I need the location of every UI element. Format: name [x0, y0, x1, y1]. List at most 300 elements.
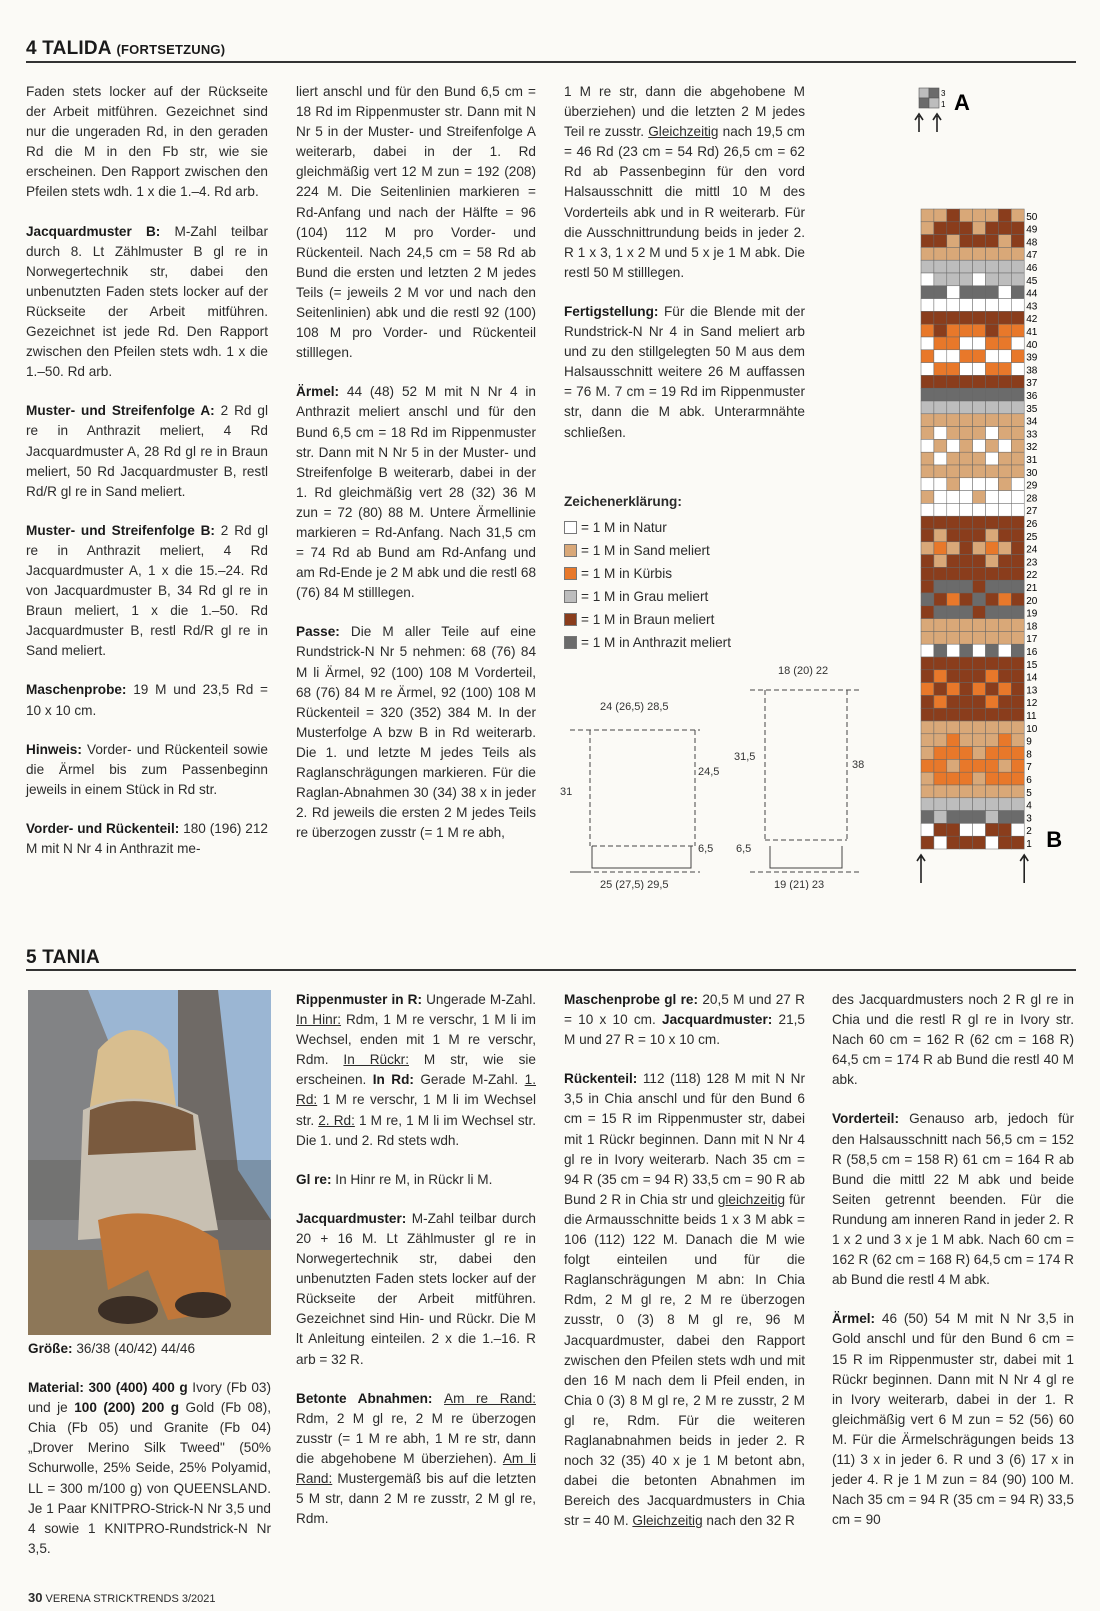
paragraph-label: Gl re: [296, 1171, 332, 1187]
chart-b-cell [986, 593, 999, 606]
chart-b-row-number: 12 [1026, 698, 1038, 710]
chart-b-cell [986, 631, 999, 644]
chart-b-cell [973, 606, 986, 619]
chart-b-cell [998, 555, 1011, 568]
chart-b-cell [934, 657, 947, 670]
chart-b-cell [986, 388, 999, 401]
paragraph-text: 46 (50) 54 M mit N Nr 3,5 in Gold anschl und für den Bund 6 cm = 15 R im Rippenmuster str, dabei mit 1 Rückr beginnen. Dann mit N Nr 4 gl re in Ivory weiterarb, dabei in der 1. R gleichmäßig vert 6 M zun = 52 (56) 60 M. Für die Ärmelschrägungen beids 13 (11) 3 x in jeder 6. R und 3 (6) 17 x in jeder 4. R je 1 M zun = 84 (90) 100 M. Nach 35 cm = 94 R (35 cm = 94 R) 33,5 cm = 90 [832, 1311, 1074, 1528]
chart-b-cell [960, 580, 973, 593]
chart-b-row-number: 4 [1026, 800, 1032, 812]
chart-b-cell [1011, 350, 1024, 363]
chart-b-cell [921, 759, 934, 772]
paragraph-text: 36/38 (40/42) 44/46 [72, 1341, 195, 1356]
chart-b-row-number: 33 [1026, 429, 1038, 441]
chart-b-cell [973, 337, 986, 350]
chart-b-cell [921, 516, 934, 529]
chart-b-cell [973, 670, 986, 683]
chart-b-cell [998, 247, 1011, 260]
body-bottom-width: 25 (27,5) 29,5 [600, 879, 669, 890]
section-4-rule [26, 61, 1076, 63]
paragraph [296, 1170, 536, 1190]
chart-b-cell [960, 209, 973, 222]
chart-b-cell [921, 247, 934, 260]
chart-b-cell [960, 299, 973, 312]
chart-b-cell [960, 734, 973, 747]
chart-b-cell [947, 734, 960, 747]
chart-b-cell [960, 606, 973, 619]
chart-b-cell [947, 785, 960, 798]
chart-b-cell [921, 644, 934, 657]
chart-b-cell [998, 375, 1011, 388]
chart-b-cell [934, 580, 947, 593]
chart-b-cell [921, 721, 934, 734]
paragraph-text: In Hinr re M, in Rückr li M. [331, 1171, 493, 1187]
chart-b-cell [1011, 785, 1024, 798]
chart-b-row-number: 26 [1026, 519, 1038, 530]
chart-b-cell [921, 235, 934, 248]
chart-b-cell [960, 542, 973, 555]
chart-b-cell [921, 683, 934, 696]
paragraph-label: Fertigstellung: [564, 303, 659, 319]
chart-b-cell [998, 657, 1011, 670]
chart-b-cell [960, 260, 973, 273]
chart-b-cell [921, 798, 934, 811]
chart-b-cell [960, 375, 973, 388]
chart-b-cell [934, 670, 947, 683]
section-5-column-4 [832, 990, 1074, 1549]
section-4-column-2 [296, 82, 536, 862]
chart-b-cell [973, 772, 986, 785]
chart-b-cell [934, 478, 947, 491]
chart-b-cell [998, 299, 1011, 312]
chart-b-cell [998, 363, 1011, 376]
chart-b-row-number: 21 [1026, 583, 1038, 594]
chart-b-cell [947, 465, 960, 478]
chart-b [915, 205, 1075, 905]
chart-b-cell [947, 222, 960, 235]
chart-b-cell [934, 772, 947, 785]
chart-b-row-number: 5 [1026, 787, 1032, 799]
chart-b-cell [921, 836, 934, 849]
paragraph [296, 1209, 536, 1370]
underlined-term: Am re Rand: [444, 1390, 536, 1406]
chart-b-cell [947, 529, 960, 542]
paragraph [296, 82, 536, 363]
chart-b-cell [986, 683, 999, 696]
paragraph-text: M str, wie sie erscheinen. [296, 1052, 536, 1088]
chart-b-cell [960, 235, 973, 248]
chart-b-cell [934, 619, 947, 632]
chart-b-cell [998, 260, 1011, 273]
chart-b-cell [973, 823, 986, 836]
chart-b-cell [960, 823, 973, 836]
paragraph-text: Faden stets locker auf der Rückseite der Arbeit mitführen. Gezeichnet sind nur die ungeraden Rd, in den geraden Rd die M in den Fb str, wie sie erscheinen. Den Rapport zwischen den Pfeilen stets wdh. 1 x die 1.–4. Rd arb. [26, 84, 268, 200]
chart-b-cell [973, 388, 986, 401]
chart-b-cell [973, 222, 986, 235]
chart-b-cell [1011, 721, 1024, 734]
chart-b-cell [1011, 708, 1024, 721]
chart-b-cell [934, 683, 947, 696]
chart-b-cell [960, 644, 973, 657]
chart-b-cell [934, 286, 947, 299]
chart-b-cell [921, 542, 934, 555]
paragraph [26, 521, 268, 662]
chart-b-cell [921, 414, 934, 427]
chart-b-cell [998, 759, 1011, 772]
chart-b-cell [998, 491, 1011, 504]
chart-b-cell [1011, 593, 1024, 606]
body-total-height: 31 [560, 786, 573, 798]
chart-b-cell [934, 363, 947, 376]
chart-b-cell [960, 516, 973, 529]
chart-b-cell [1011, 478, 1024, 491]
paragraph-text: M-Zahl teilbar durch 8. Lt Zählmuster B gl re in Norwegertechnik str, dabei den unbenutzten Faden stets locker auf der Rückseite der Arbeit mitführen. Gezeichnet ist jede Rd. Den Rapport zwischen den Pfeilen stets wdh. 1 x die 1.–50. Rd arb. [26, 223, 269, 380]
chart-b-cell [921, 631, 934, 644]
legend-label: = 1 M in Sand meliert [581, 542, 710, 558]
chart-a-label: A [954, 90, 970, 115]
chart-b-cell [960, 695, 973, 708]
chart-b-cell [934, 414, 947, 427]
chart-b-cell [998, 324, 1011, 337]
chart-b-cell [1011, 324, 1024, 337]
chart-b-cell [973, 439, 986, 452]
chart-b-cell [986, 260, 999, 273]
chart-b-cell [1011, 529, 1024, 542]
chart-b-cell [1011, 606, 1024, 619]
chart-b-cell [1011, 695, 1024, 708]
chart-b-cell [1011, 337, 1024, 350]
chart-b-cell [934, 747, 947, 760]
chart-b-cell [998, 414, 1011, 427]
chart-b-cell [947, 273, 960, 286]
chart-b-cell [947, 363, 960, 376]
paragraph [28, 1339, 271, 1359]
chart-b-cell [986, 529, 999, 542]
chart-b-cell [973, 247, 986, 260]
chart-b-cell [986, 478, 999, 491]
chart-b-cell [921, 772, 934, 785]
sleeve-total-height: 38 [852, 759, 865, 771]
chart-b-cell [1011, 503, 1024, 516]
chart-b-cell [921, 747, 934, 760]
chart-b-cell [973, 363, 986, 376]
chart-b-cell [947, 759, 960, 772]
chart-b-cell [973, 311, 986, 324]
chart-b-cell [998, 580, 1011, 593]
chart-b-cell [1011, 273, 1024, 286]
chart-b-cell [1011, 388, 1024, 401]
chart-b-cell [921, 452, 934, 465]
chart-b-cell [934, 798, 947, 811]
chart-b-row-number: 22 [1026, 570, 1038, 582]
chart-b-cell [947, 811, 960, 824]
chart-b-cell [934, 209, 947, 222]
chart-b-cell [1011, 759, 1024, 772]
chart-b-row-number: 39 [1026, 352, 1038, 364]
chart-b-cell [1011, 734, 1024, 747]
chart-b-row-number: 45 [1026, 275, 1038, 287]
chart-b-cell [934, 567, 947, 580]
chart-b-cell [973, 209, 986, 222]
legend-swatch [564, 613, 577, 626]
magazine-name: VERENA STRICKTRENDS 3/2021 [45, 1593, 216, 1605]
chart-b-cell [986, 644, 999, 657]
section-5-rule [26, 969, 1076, 971]
chart-a-row-3: 3 [941, 89, 946, 98]
chart-b-cell [960, 567, 973, 580]
chart-b-cell [960, 414, 973, 427]
chart-b-cell [934, 222, 947, 235]
chart-b-label: B [1046, 827, 1063, 852]
chart-b-cell [947, 337, 960, 350]
chart-b-row-number: 23 [1026, 557, 1038, 569]
chart-b-cell [934, 337, 947, 350]
chart-b-cell [921, 606, 934, 619]
paragraph-label: Jacquardmuster B: [26, 223, 161, 239]
chart-b-cell [960, 222, 973, 235]
paragraph [564, 82, 805, 283]
body-top-width: 24 (26,5) 28,5 [600, 701, 669, 713]
paragraph-text: Mustergemäß bis auf die letzten 5 M str, dann 2 M re zusstr, 2 M gl re, Rdm. [296, 1470, 536, 1527]
chart-b-cell [986, 235, 999, 248]
chart-b-row-number: 3 [1026, 813, 1032, 825]
chart-b-cell [973, 580, 986, 593]
chart-b-cell [1011, 798, 1024, 811]
chart-b-cell [998, 516, 1011, 529]
chart-b-cell [998, 286, 1011, 299]
chart-b-cell [921, 375, 934, 388]
chart-b-cell [973, 798, 986, 811]
paragraph-text: 20,5 M und 27 R = 10 x 10 cm. [564, 992, 805, 1028]
chart-b-cell [986, 452, 999, 465]
chart-b-cell [973, 286, 986, 299]
chart-b-cell [934, 439, 947, 452]
chart-b-cell [986, 209, 999, 222]
chart-b-cell [921, 670, 934, 683]
chart-b-cell [986, 401, 999, 414]
chart-b-cell [986, 542, 999, 555]
chart-b-cell [960, 452, 973, 465]
chart-b-row-number: 41 [1026, 327, 1038, 338]
legend-item [564, 539, 805, 562]
paragraph [26, 401, 268, 501]
chart-b-cell [986, 363, 999, 376]
chart-b-cell [921, 427, 934, 440]
chart-b-cell [921, 593, 934, 606]
paragraph-text: Rdm, 2 M gl re, 2 M re überzogen zusstr (= 1 M re abh, 1 M re str, dann die abgehobene M überziehen). [296, 1410, 536, 1466]
chart-b-cell [960, 836, 973, 849]
legend-item [564, 585, 805, 608]
chart-b-cell [934, 299, 947, 312]
chart-b-cell [960, 311, 973, 324]
chart-b-cell [947, 350, 960, 363]
chart-b-row-number: 38 [1026, 365, 1038, 377]
chart-b-cell [934, 836, 947, 849]
chart-b-cell [973, 836, 986, 849]
chart-b-cell [934, 503, 947, 516]
chart-b-cell [921, 657, 934, 670]
chart-b-cell [921, 811, 934, 824]
chart-b-cell [973, 747, 986, 760]
chart-b-cell [934, 516, 947, 529]
chart-b-cell [921, 286, 934, 299]
chart-b-cell [960, 747, 973, 760]
chart-b-cell [1011, 644, 1024, 657]
chart-b-cell [947, 670, 960, 683]
chart-b-cell [998, 695, 1011, 708]
chart-b-cell [1011, 439, 1024, 452]
chart-b-cell [998, 350, 1011, 363]
chart-b-row-number: 1 [1026, 839, 1032, 850]
chart-b-cell [960, 388, 973, 401]
chart-b-cell [998, 708, 1011, 721]
chart-b-cell [1011, 657, 1024, 670]
chart-b-cell [1011, 567, 1024, 580]
paragraph [564, 990, 805, 1050]
chart-b-row-number: 43 [1026, 301, 1038, 313]
chart-b-cell [986, 247, 999, 260]
chart-b-cell [986, 324, 999, 337]
chart-b-cell [973, 516, 986, 529]
chart-b-cell [947, 299, 960, 312]
chart-b-cell [986, 414, 999, 427]
underlined-term: In Rückr: [343, 1052, 409, 1068]
chart-b-cell [1011, 427, 1024, 440]
body-rib-height: 6,5 [698, 843, 714, 855]
chart-b-cell [921, 209, 934, 222]
legend-label: = 1 M in Grau meliert [581, 588, 709, 604]
chart-b-cell [986, 311, 999, 324]
paragraph-label: Hinweis: [26, 741, 82, 757]
chart-b-cell [986, 491, 999, 504]
paragraph-text: Die M aller Teile auf eine Rundstrick-N Nr 5 nehmen: 68 (76) 84 M li Ärmel, 92 (100) 108 M Vorderteil, 68 (76) 84 M re Ärmel, 92 (100) 108 M Rückenteil = 320 (352) 384 M. In der Musterfolge A bzw B in Rd weiterarb. Die 1. und letzte M jedes Teils als Raglanschrägungen markieren. Für die Raglan-Abnahmen 30 (34) 38 x in jeder 2. Rd jeweils die ersten 2 M jedes Teils re überzogen zusstr (= 1 M re abh, [296, 624, 536, 841]
chart-b-cell [986, 439, 999, 452]
chart-b-cell [973, 683, 986, 696]
paragraph-text: des Jacquardmusters noch 2 R gl re in Chia und die restl R gl re in Ivory str. Nach 60 cm = 162 R (62 cm = 168 R) 64,5 cm = 174 R ab Bund die restl 40 M abk. [832, 992, 1074, 1088]
chart-b-cell [973, 734, 986, 747]
chart-b-cell [947, 439, 960, 452]
chart-b-cell [1011, 222, 1024, 235]
chart-b-cell [986, 350, 999, 363]
legend-swatch [564, 567, 577, 580]
chart-b-cell [934, 273, 947, 286]
chart-b-cell [998, 439, 1011, 452]
chart-b-cell [934, 631, 947, 644]
chart-b-cell [921, 401, 934, 414]
chart-b-row-number: 7 [1026, 762, 1032, 774]
paragraph-label: Jacquardmuster: [662, 1012, 773, 1028]
chart-b-cell [960, 350, 973, 363]
section-4-column-1 [26, 82, 268, 878]
chart-b-cell [973, 260, 986, 273]
paragraph [564, 1069, 805, 1531]
chart-b-cell [1011, 209, 1024, 222]
chart-b-cell [947, 516, 960, 529]
chart-b-cell [986, 785, 999, 798]
chart-b-cell [947, 683, 960, 696]
chart-b-cell [921, 465, 934, 478]
chart-b-cell [998, 235, 1011, 248]
chart-b-cell [973, 273, 986, 286]
page-number: 30 [28, 1590, 43, 1605]
chart-b-cell [998, 222, 1011, 235]
chart-b-row-number: 30 [1026, 467, 1038, 479]
chart-b-cell [934, 350, 947, 363]
chart-b-cell [1011, 375, 1024, 388]
chart-b-cell [947, 247, 960, 260]
paragraph-label: Rippenmuster in R: [296, 992, 423, 1007]
chart-b-cell [986, 695, 999, 708]
chart-b-cell [1011, 811, 1024, 824]
paragraph-text: Gerade M-Zahl. [413, 1072, 525, 1088]
paragraph-text: 2 Rd gl re in Anthrazit meliert, 4 Rd Jacquardmuster A, 1 x die 15.–24. Rd von Jacquardmuster B, 34 Rd gl re in Braun meliert, 1 x die 1.–50. Rd Jacquardmuster B, restl Rd/R gl re in Sand meliert. [26, 522, 268, 659]
chart-b-cell [998, 311, 1011, 324]
chart-b-cell [921, 555, 934, 568]
chart-b-cell [986, 516, 999, 529]
chart-b-row-number: 9 [1026, 736, 1032, 748]
chart-b-cell [921, 708, 934, 721]
chart-b-cell [986, 555, 999, 568]
legend-label: = 1 M in Braun meliert [581, 611, 715, 627]
chart-b-cell [934, 427, 947, 440]
chart-b-cell [1011, 363, 1024, 376]
chart-b-cell [998, 593, 1011, 606]
chart-b-cell [921, 299, 934, 312]
chart-b-cell [1011, 619, 1024, 632]
chart-b-cell [960, 439, 973, 452]
chart-b-cell [986, 836, 999, 849]
body-schematic [560, 701, 895, 890]
chart-b-cell [986, 580, 999, 593]
chart-b-cell [934, 324, 947, 337]
chart-b-cell [1011, 836, 1024, 849]
chart-b-cell [960, 631, 973, 644]
chart-b-cell [1011, 401, 1024, 414]
chart-b-cell [1011, 299, 1024, 312]
chart-b-cell [986, 747, 999, 760]
chart-b-cell [921, 695, 934, 708]
chart-b-cell [1011, 747, 1024, 760]
chart-b-cell [947, 721, 960, 734]
chart-b-cell [921, 324, 934, 337]
chart-b-cell [960, 465, 973, 478]
chart-b-cell [934, 235, 947, 248]
chart-b-cell [973, 644, 986, 657]
chart-b-cell [973, 721, 986, 734]
underlined-term: Gleichzeitig [632, 1513, 703, 1529]
chart-b-cell [947, 695, 960, 708]
chart-b-cell [934, 785, 947, 798]
chart-b-cell [960, 401, 973, 414]
chart-b-cell [1011, 491, 1024, 504]
chart-b-cell [998, 811, 1011, 824]
chart-b-cell [998, 452, 1011, 465]
chart-b-cell [934, 721, 947, 734]
paragraph-label: Rückenteil: [564, 1071, 638, 1087]
chart-b-cell [934, 811, 947, 824]
chart-b-cell [947, 503, 960, 516]
paragraph-text: 112 (118) 128 M mit N Nr 3,5 in Chia anschl und für den Bund 6 cm = 15 R im Rippenmuster str, dabei mit 1 Rückr beginnen. Dann mit N Nr 4 gl re in Ivory weiterarb. Nach 35 cm = 94 R (35 cm = 94 R) 33,5 cm = 90 R ab Bund 2 R in Chia str und [564, 1071, 805, 1207]
paragraph-text: Vorder- und Rückenteil sowie die Ärmel bis zum Passenbeginn jeweils in einem Stück in Rd str. [26, 741, 268, 797]
chart-b-cell [934, 388, 947, 401]
chart-b-cell [1011, 555, 1024, 568]
chart-b-cell [998, 427, 1011, 440]
chart-b-row-number: 49 [1026, 224, 1038, 236]
paragraph [296, 382, 536, 603]
underlined-term: gleichzeitig [717, 1191, 786, 1207]
chart-b-cell [1011, 772, 1024, 785]
chart-b-cell [921, 311, 934, 324]
